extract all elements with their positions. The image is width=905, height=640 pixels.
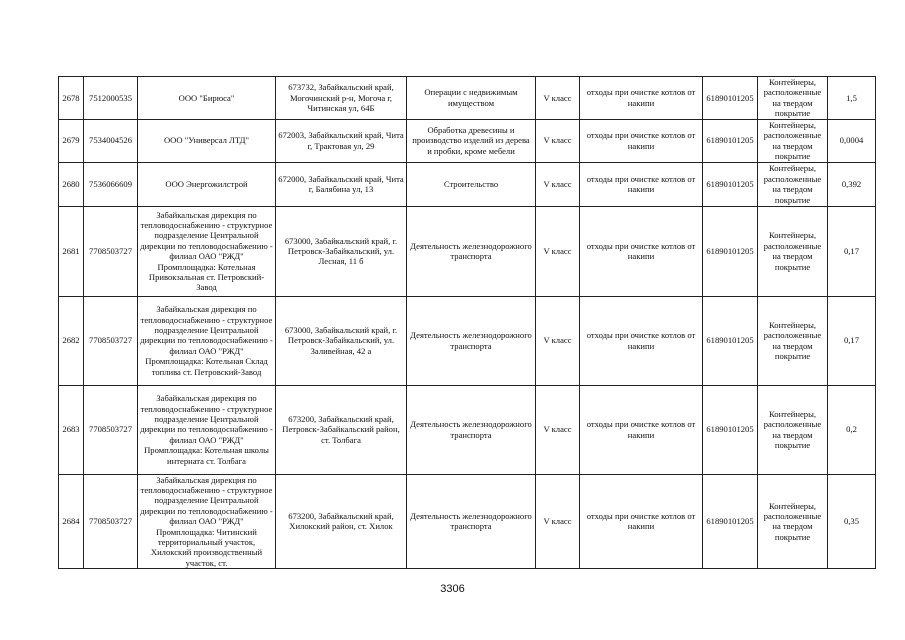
organization-name-cell: ООО Энергожилстрой: [138, 162, 276, 206]
inn-cell: 7536066609: [84, 162, 138, 206]
hazard-class-cell: V класс: [536, 385, 580, 474]
table-row: [59, 162, 876, 206]
row-number: 2678: [59, 77, 84, 120]
storage-cell: Контейнеры, расположенные на твердом покрытие: [758, 77, 828, 120]
address-cell: 672003, Забайкальский край, Чита г, Трактовая ул, 29: [276, 119, 407, 162]
page-number: 3306: [440, 583, 465, 595]
hazard-class-cell: V класс: [536, 296, 580, 385]
amount-cell: 0,35: [828, 474, 876, 569]
hazard-class-cell: V класс: [536, 119, 580, 162]
table-row: [59, 206, 876, 296]
row-number: 2679: [59, 119, 84, 162]
organization-name-cell: Забайкальская дирекция по тепловодоснабжению - структурное подразделение Центральной дирекции по тепловодоснабжению - филиал ОАО "РЖД" Промплощадка: Котельная школы интерната ст. Толбага: [138, 385, 276, 474]
waste-code-cell: 61890101205: [703, 162, 758, 206]
organization-name-cell: Забайкальская дирекция по тепловодоснабжению - структурное подразделение Центральной дирекции по тепловодоснабжению - филиал ОАО "РЖД" Промплощадка: Котельная Привокзальная ст. Петровский-Завод: [138, 206, 276, 296]
storage-cell: Контейнеры, расположенные на твердом покрытие: [758, 119, 828, 162]
organization-name-cell: ООО "Универсал ЛТД": [138, 119, 276, 162]
table-row: [59, 385, 876, 474]
storage-cell: Контейнеры, расположенные на твердом покрытие: [758, 206, 828, 296]
row-number: 2684: [59, 474, 84, 569]
row-number: 2683: [59, 385, 84, 474]
waste-type-cell: отходы при очистке котлов от накипи: [580, 385, 703, 474]
table-row: [59, 119, 876, 162]
address-cell: 672000, Забайкальский край, Чита г, Балябина ул, 13: [276, 162, 407, 206]
activity-cell: Деятельность железнодорожного транспорта: [407, 206, 536, 296]
waste-type-cell: отходы при очистке котлов от накипи: [580, 77, 703, 120]
row-number: 2681: [59, 206, 84, 296]
organization-name-cell: Забайкальская дирекция по тепловодоснабжению - структурное подразделение Центральной дирекции по тепловодоснабжению - филиал ОАО "РЖД" Промплощадка: Читинский территориальный участок, Хилокский производственный участок, ст.: [138, 474, 276, 569]
address-cell: 673200, Забайкальский край, Хилокский район, ст. Хилок: [276, 474, 407, 569]
amount-cell: 0,392: [828, 162, 876, 206]
activity-cell: Строительство: [407, 162, 536, 206]
amount-cell: 0,17: [828, 206, 876, 296]
inn-cell: 7534004526: [84, 119, 138, 162]
address-cell: 673000, Забайкальский край, г. Петровск-Забайкальский, ул. Лесная, 11 б: [276, 206, 407, 296]
organization-name-cell: Забайкальская дирекция по тепловодоснабжению - структурное подразделение Центральной дирекции по тепловодоснабжению - филиал ОАО "РЖД" Промплощадка: Котельная Склад топлива ст. Петровский-Завод: [138, 296, 276, 385]
hazard-class-cell: V класс: [536, 162, 580, 206]
inn-cell: 7708503727: [84, 385, 138, 474]
activity-cell: Деятельность железнодорожного транспорта: [407, 296, 536, 385]
table-row: [59, 77, 876, 120]
waste-register-table: [58, 76, 876, 569]
activity-cell: Деятельность железнодорожного транспорта: [407, 474, 536, 569]
inn-cell: 7708503727: [84, 296, 138, 385]
amount-cell: 1,5: [828, 77, 876, 120]
amount-cell: 0,0004: [828, 119, 876, 162]
waste-type-cell: отходы при очистке котлов от накипи: [580, 119, 703, 162]
amount-cell: 0,2: [828, 385, 876, 474]
activity-cell: Деятельность железнодорожного транспорта: [407, 385, 536, 474]
storage-cell: Контейнеры, расположенные на твердом покрытие: [758, 162, 828, 206]
storage-cell: Контейнеры, расположенные на твердом покрытие: [758, 474, 828, 569]
storage-cell: Контейнеры, расположенные на твердом покрытие: [758, 296, 828, 385]
waste-type-cell: отходы при очистке котлов от накипи: [580, 162, 703, 206]
waste-code-cell: 61890101205: [703, 296, 758, 385]
inn-cell: 7512000535: [84, 77, 138, 120]
waste-code-cell: 61890101205: [703, 474, 758, 569]
inn-cell: 7708503727: [84, 474, 138, 569]
address-cell: 673732, Забайкальский край, Могочинский р-н, Могоча г, Читинская ул, 64Б: [276, 77, 407, 120]
waste-type-cell: отходы при очистке котлов от накипи: [580, 474, 703, 569]
activity-cell: Операции с недвижимым имуществом: [407, 77, 536, 120]
hazard-class-cell: V класс: [536, 206, 580, 296]
hazard-class-cell: V класс: [536, 77, 580, 120]
waste-type-cell: отходы при очистке котлов от накипи: [580, 296, 703, 385]
address-cell: 673000, Забайкальский край, г. Петровск-Забайкальский, ул. Заливейная, 42 а: [276, 296, 407, 385]
activity-cell: Обработка древесины и производство изделий из дерева и пробки, кроме мебели: [407, 119, 536, 162]
waste-code-cell: 61890101205: [703, 385, 758, 474]
organization-name-cell: ООО "Бирюса": [138, 77, 276, 120]
inn-cell: 7708503727: [84, 206, 138, 296]
row-number: 2680: [59, 162, 84, 206]
hazard-class-cell: V класс: [536, 474, 580, 569]
table-row: [59, 474, 876, 569]
storage-cell: Контейнеры, расположенные на твердом покрытие: [758, 385, 828, 474]
waste-type-cell: отходы при очистке котлов от накипи: [580, 206, 703, 296]
waste-code-cell: 61890101205: [703, 206, 758, 296]
amount-cell: 0,17: [828, 296, 876, 385]
address-cell: 673200, Забайкальский край, Петровск-Забайкальский район, ст. Толбага: [276, 385, 407, 474]
row-number: 2682: [59, 296, 84, 385]
waste-code-cell: 61890101205: [703, 77, 758, 120]
waste-code-cell: 61890101205: [703, 119, 758, 162]
table-row: [59, 296, 876, 385]
